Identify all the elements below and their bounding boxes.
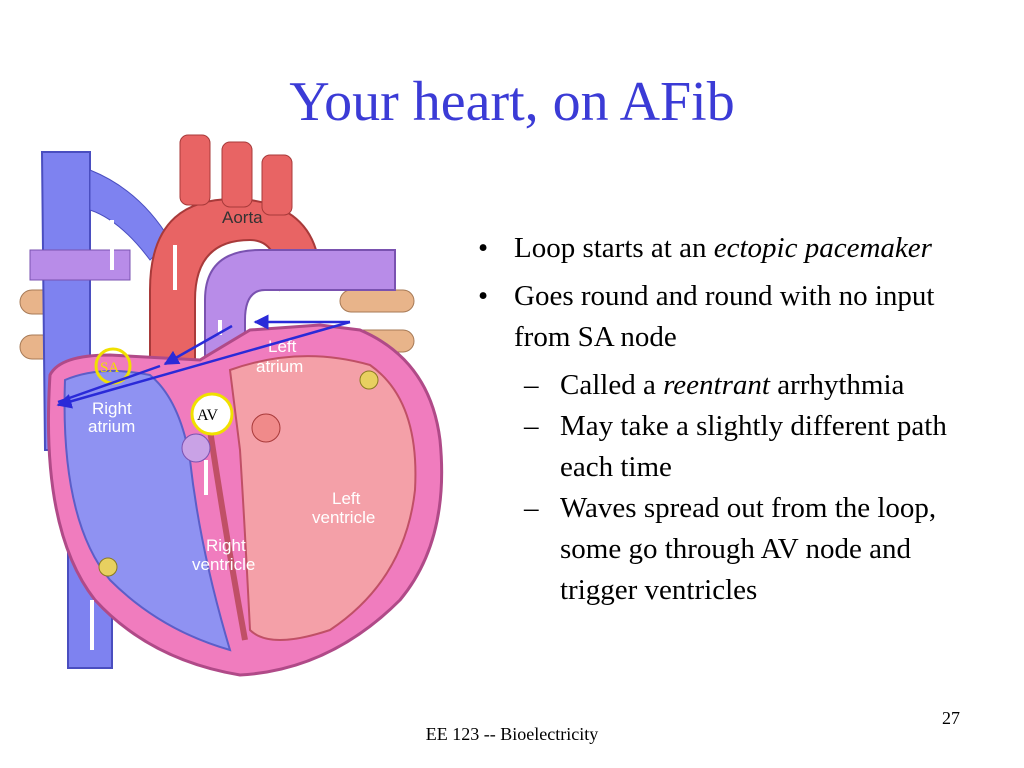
subbullet-marker: – <box>524 369 539 401</box>
heart-diagram <box>0 130 460 690</box>
label-left-atrium-2: atrium <box>256 357 304 376</box>
subbullet-text-italic: reentrant <box>663 369 770 401</box>
label-av: AV <box>197 407 219 424</box>
bullet-text: Loop starts at an <box>514 232 714 264</box>
subbullet-text: Waves spread out from the loop, some go through AV node and trigger ventricles <box>560 492 937 606</box>
subbullet-text: Called a <box>560 369 664 401</box>
label-right-ventricle-2: ventricle <box>192 555 256 574</box>
subbullet-different-path <box>474 406 994 488</box>
label-right-atrium-2: atrium <box>88 417 136 436</box>
bullet-marker: • <box>478 232 489 264</box>
subbullet-reentrant <box>474 365 994 406</box>
av-node-marker <box>192 394 232 434</box>
label-left-atrium-1: Left <box>268 337 297 356</box>
label-left-ventricle-1: Left <box>332 489 361 508</box>
bullet-marker: • <box>478 280 489 312</box>
bullet-ectopic <box>474 228 994 269</box>
bullet-text: Goes round and round with no input from SA node <box>514 280 935 353</box>
bullet-list <box>474 228 994 611</box>
subbullet-waves-spread <box>474 488 994 611</box>
slide-number: 27 <box>942 708 960 728</box>
subbullet-marker: – <box>524 410 539 442</box>
label-aorta: Aorta <box>222 208 263 227</box>
label-left-ventricle-2: ventricle <box>312 508 376 527</box>
slide-title: Your heart, on AFib <box>289 71 735 133</box>
subbullet-marker: – <box>524 492 539 524</box>
label-right-atrium-1: Right <box>92 399 132 418</box>
label-right-ventricle-1: Right <box>206 536 246 555</box>
slide-footer: EE 123 -- Bioelectricity <box>425 724 599 744</box>
label-sa: SA <box>100 360 120 376</box>
bullet-text-italic: ectopic pacemaker <box>713 232 932 264</box>
subbullet-text: arrhythmia <box>769 369 905 401</box>
bullet-goes-round <box>474 276 994 358</box>
subbullet-text: May take a slightly different path each time <box>560 410 947 483</box>
